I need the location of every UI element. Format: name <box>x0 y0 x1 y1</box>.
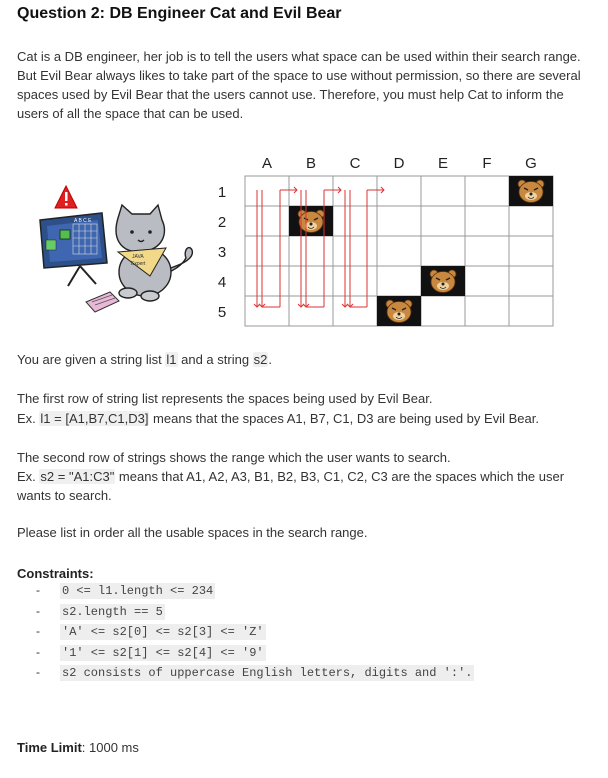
grid-cell <box>333 236 377 266</box>
example-1: Ex. l1 = [A1,B7,C1,D3] means that the spaces A1, B7, C1, D3 are being used by Evil Bear. <box>17 411 539 426</box>
grid-cell <box>333 296 377 326</box>
grid-cell <box>289 296 333 326</box>
grid-cell <box>377 206 421 236</box>
constraints-title: Constraints: <box>17 566 94 581</box>
column-header: A <box>261 155 273 172</box>
grid-cell <box>421 176 465 206</box>
grid-cell <box>465 266 509 296</box>
warning-icon <box>55 186 77 208</box>
grid-cell <box>509 266 553 296</box>
row-header: 5 <box>217 304 227 321</box>
constraint-item: - 'A' <= s2[0] <= s2[3] <= 'Z' <box>36 621 474 642</box>
given-line: You are given a string list l1 and a string s2. <box>17 352 273 367</box>
grid-cell <box>245 206 289 236</box>
bear-icon <box>509 176 553 206</box>
row-header: 2 <box>217 214 227 231</box>
column-header: G <box>525 155 537 172</box>
constraints-list <box>36 580 474 683</box>
grid-cell <box>245 296 289 326</box>
row2-description: The second row of strings shows the range which the user wants to search. <box>17 450 451 465</box>
row-header: 1 <box>217 184 227 201</box>
scarf-label-1: JAVA <box>132 254 144 260</box>
example-2-code: s2 = "A1:C3" <box>40 469 115 484</box>
grid-cell <box>465 176 509 206</box>
screen-label: A B C E <box>74 218 92 224</box>
grid-cell <box>377 266 421 296</box>
example-1-code: l1 = [A1,B7,C1,D3] <box>40 411 149 426</box>
grid-cell <box>245 176 289 206</box>
grid-cell <box>333 206 377 236</box>
bear-icon <box>421 266 465 296</box>
constraint-item: - '1' <= s2[1] <= s2[4] <= '9' <box>36 642 474 663</box>
grid-cell <box>289 236 333 266</box>
grid-cell <box>245 266 289 296</box>
grid-cell <box>509 206 553 236</box>
intro-paragraph: Cat is a DB engineer, her job is to tell the users what space can be used within their search range. But Evil Bear always likes to take part of the space to use without permission, so there are several spaces used by Evil Bear that the users cannot use. Therefore, you must help Cat to inform the users of all the space that can be used. <box>17 49 581 121</box>
constraint-item: - 0 <= l1.length <= 234 <box>36 580 474 601</box>
example-2: Ex. s2 = "A1:C3" means that A1, A2, A3, B1, B2, B3, C1, C2, C3 are the spaces which the user wants to search. <box>17 469 565 503</box>
column-header: D <box>393 155 405 172</box>
keyboard-icon <box>86 292 119 312</box>
time-limit: Time Limit: 1000 ms <box>17 740 139 755</box>
illustration <box>0 0 608 340</box>
grid-cell <box>465 206 509 236</box>
grid-cell <box>377 236 421 266</box>
grid-cell <box>421 236 465 266</box>
grid-cell <box>509 296 553 326</box>
constraint-item: - s2.length == 5 <box>36 601 474 622</box>
scarf-label-2: Expert <box>131 261 146 267</box>
row-header: 4 <box>217 274 227 291</box>
s2-ref: s2 <box>253 352 268 367</box>
constraint-item: - s2 consists of uppercase English letters, digits and ':'. <box>36 662 474 683</box>
grid-cell <box>421 206 465 236</box>
l1-ref: l1 <box>166 352 177 367</box>
grid-cell <box>421 296 465 326</box>
bear-icon <box>377 296 421 326</box>
row1-description: The first row of string list represents the spaces being used by Evil Bear. <box>17 391 433 406</box>
grid-cell <box>465 236 509 266</box>
grid-cell <box>509 236 553 266</box>
grid-cell <box>465 296 509 326</box>
grid-cell <box>289 266 333 296</box>
column-header: F <box>482 155 492 172</box>
column-header: C <box>349 155 361 172</box>
column-header: E <box>437 155 449 172</box>
bear-icon <box>289 206 333 236</box>
question-title: Question 2: DB Engineer Cat and Evil Bear <box>17 5 342 22</box>
grid-cell <box>333 266 377 296</box>
column-header: B <box>305 155 317 172</box>
grid-cell <box>245 236 289 266</box>
row-header: 3 <box>217 244 227 261</box>
space-grid <box>218 155 553 326</box>
instruction: Please list in order all the usable spaces in the search range. <box>17 525 368 540</box>
